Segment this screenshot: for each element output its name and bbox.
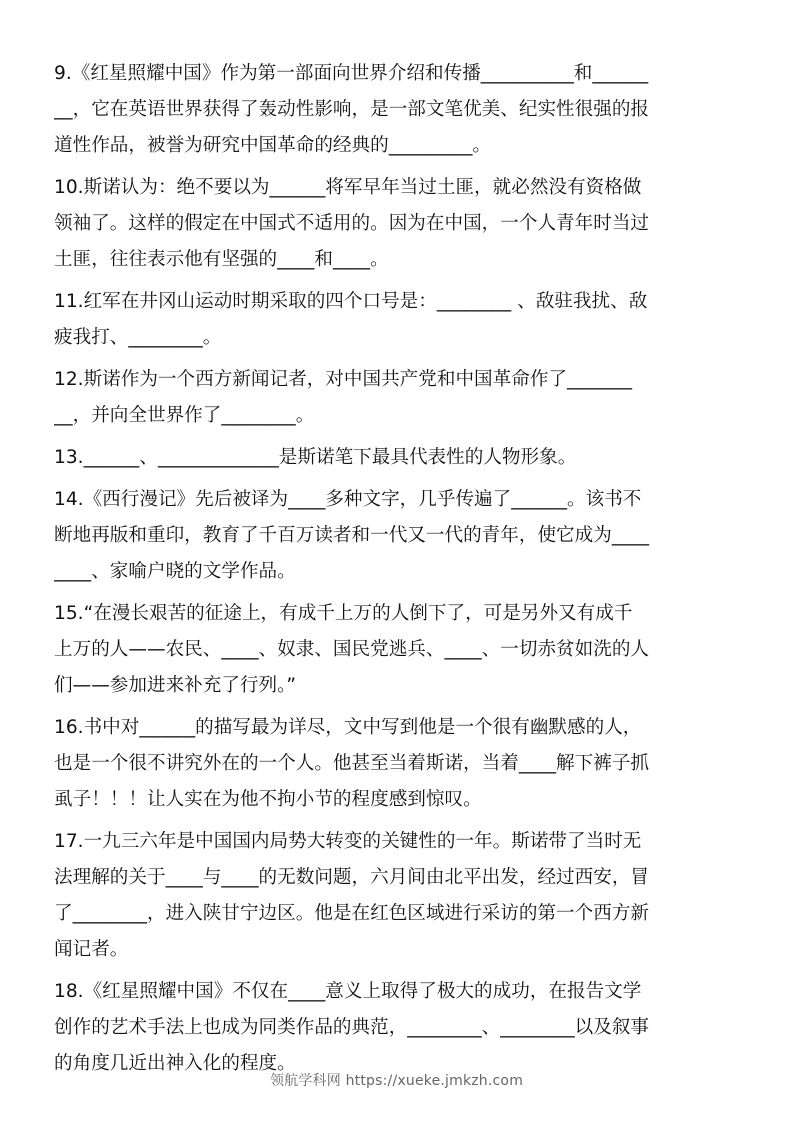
question-17	[54, 824, 740, 968]
question-10-line-2: 领袖了。这样的假定在中国式不适用的。因为在中国，一个人青年时当过	[54, 213, 650, 234]
question-13-line-1: 13.______、_____________是斯诺笔下最具代表性的人物形象。	[54, 447, 577, 468]
question-16	[54, 710, 740, 818]
question-12-line-1: 12.斯诺作为一个西方新闻记者，对中国共产党和中国革命作了_______	[54, 369, 633, 390]
question-9-line-1: 9.《红星照耀中国》作为第一部面向世界介绍和传播__________和______	[54, 63, 649, 84]
question-list	[54, 56, 740, 1082]
question-15-line-3: 们——参加进来补充了行列。”	[54, 675, 297, 696]
question-9	[54, 56, 740, 164]
question-10	[54, 170, 740, 278]
question-17-line-1: 17.一九三六年是中国国内局势大转变的关键性的一年。斯诺带了当时无	[54, 831, 642, 852]
question-17-line-3: 了________，进入陕甘宁边区。他是在红色区域进行采访的第一个西方新	[54, 903, 650, 924]
question-10-line-1: 10.斯诺认为：绝不要以为______将军早年当过土匪，就必然没有资格做	[54, 177, 642, 198]
question-17-line-2: 法理解的关于____与____的无数问题，六月间由北平出发，经过西安，冒	[54, 867, 650, 888]
question-16-line-2: 也是一个很不讲究外在的一个人。他甚至当着斯诺，当着____解下裤子抓	[54, 753, 650, 774]
question-11-line-1: 11.红军在井冈山运动时期采取的四个口号是：________ 、敌驻我扰、敌	[54, 291, 648, 312]
question-9-line-3: 道性作品，被誉为研究中国革命的经典的_________。	[54, 135, 491, 156]
question-10-line-3: 土匪，往往表示他有坚强的____和____。	[54, 249, 389, 270]
question-14	[54, 482, 740, 590]
footer-watermark: 领航学科网 https://xueke.jmkzh.com	[269, 1073, 524, 1089]
question-18-line-2: 创作的艺术手法上也成为同类作品的典范，________、________以及叙事	[54, 1017, 650, 1038]
question-12	[54, 362, 740, 434]
question-18-line-3: 的角度几近出神入化的程度。	[54, 1053, 296, 1074]
question-11	[54, 284, 740, 356]
question-18	[54, 974, 740, 1082]
question-9-line-2: __，它在英语世界获得了轰动性影响，是一部文笔优美、纪实性很强的报	[54, 99, 650, 120]
question-14-line-1: 14.《西行漫记》先后被译为____多种文字，几乎传遍了______。该书不	[54, 489, 642, 510]
question-11-line-2: 疲我打、________。	[54, 327, 222, 348]
question-15	[54, 596, 740, 704]
question-13	[54, 440, 740, 476]
question-16-line-3: 虱子！！！让人实在为他不拘小节的程度感到惊叹。	[54, 789, 482, 810]
question-14-line-2: 断地再版和重印，教育了千百万读者和一代又一代的青年，使它成为____	[54, 525, 650, 546]
question-15-line-2: 上万的人——农民、____、奴隶、国民党逃兵、____、一切赤贫如洗的人	[54, 639, 650, 660]
question-16-line-1: 16.书中对______的描写最为详尽，文中写到他是一个很有幽默感的人，	[54, 717, 642, 738]
question-17-line-4: 闻记者。	[54, 939, 129, 960]
question-14-line-3: ____、家喻户晓的文学作品。	[54, 561, 296, 582]
question-15-line-1: 15.“在漫长艰苦的征途上，有成千上万的人倒下了，可是另外又有成千	[54, 603, 633, 624]
question-18-line-1: 18.《红星照耀中国》不仅在____意义上取得了极大的成功，在报告文学	[54, 981, 642, 1002]
question-12-line-2: __，并向全世界作了________。	[54, 405, 315, 426]
